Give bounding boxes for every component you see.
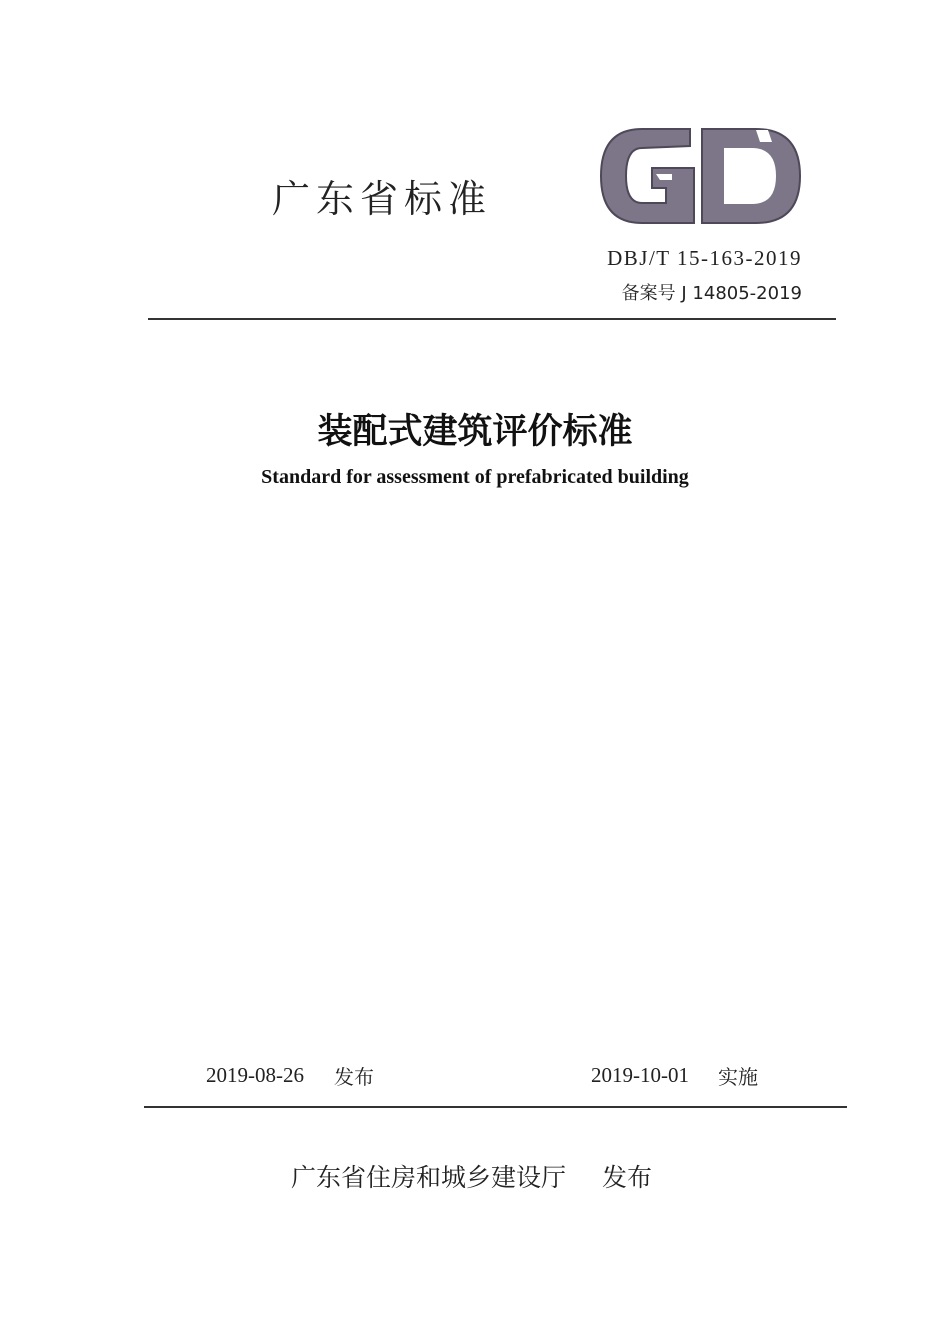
issuer-publish-label: 发布	[602, 1163, 653, 1192]
record-number: 备案号 J 14805-2019	[621, 283, 802, 304]
logo-g-glyph	[601, 129, 694, 223]
publish-label: 发布	[334, 1065, 374, 1089]
document-title-en: Standard for assessment of prefabricated building	[261, 466, 689, 488]
bottom-divider	[144, 1106, 847, 1108]
implement-date: 2019-10-01	[591, 1063, 689, 1087]
top-divider	[148, 318, 836, 320]
gd-logo	[596, 126, 804, 226]
issuing-authority: 广东省住房和城乡建设厅	[291, 1163, 567, 1192]
document-title-cn: 装配式建筑评价标准	[317, 412, 633, 452]
publish-date: 2019-08-26	[206, 1063, 304, 1087]
header-title: 广东省标准	[272, 177, 493, 221]
implement-label: 实施	[718, 1065, 758, 1089]
logo-d-glyph	[702, 129, 800, 223]
standard-code: DBJ/T 15-163-2019	[607, 246, 802, 270]
